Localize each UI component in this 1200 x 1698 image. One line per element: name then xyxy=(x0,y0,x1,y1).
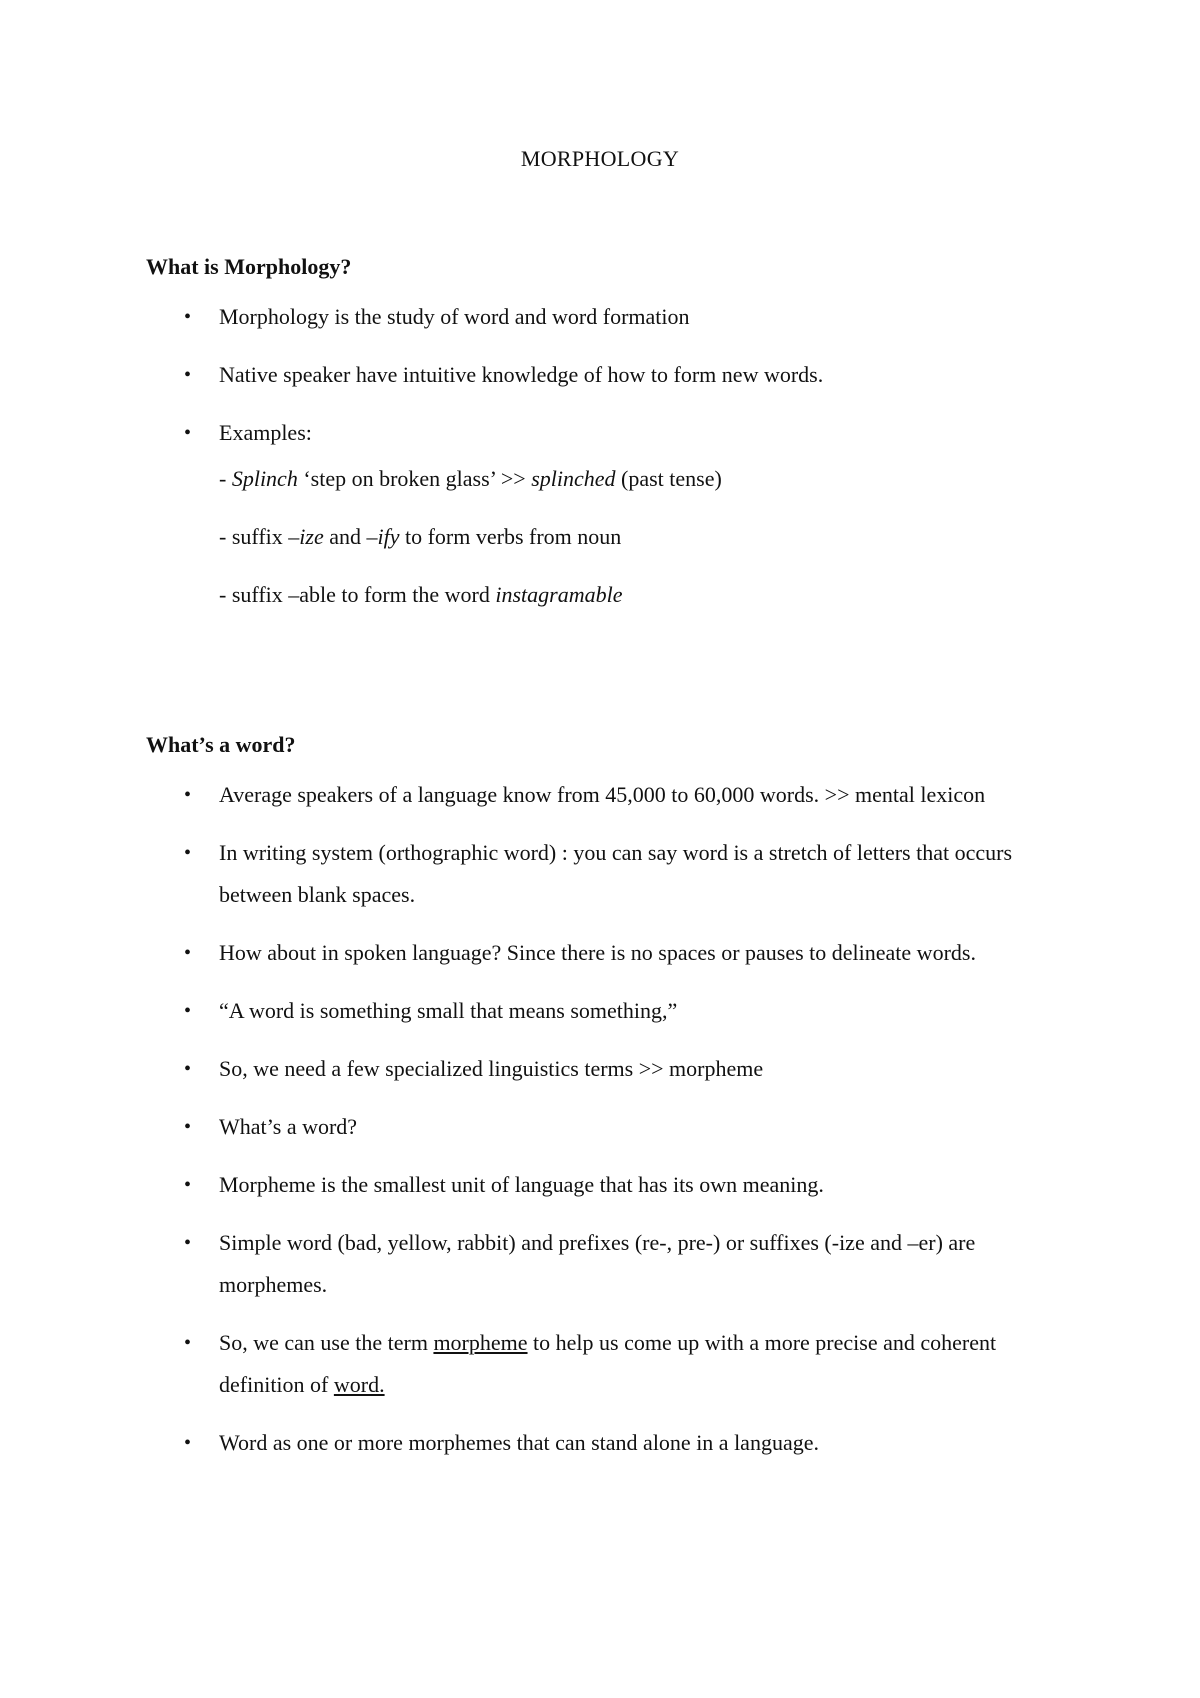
examples-list xyxy=(219,458,1069,632)
list-item-text: What’s a word? xyxy=(219,1114,358,1139)
example-term: Splinch xyxy=(231,466,298,491)
example-rest: to form verbs from noun xyxy=(399,524,622,549)
list-item-text: So, we need a few specialized linguistics terms >> morpheme xyxy=(219,1056,764,1081)
list-item-text xyxy=(219,1330,996,1397)
word-bullet-list xyxy=(146,774,1066,1480)
list-item-text: Examples: xyxy=(219,420,312,445)
underlined-term-morpheme: morpheme xyxy=(433,1330,528,1355)
bullet-icon: • xyxy=(184,784,192,806)
bullet-icon: • xyxy=(184,1116,192,1138)
text-part: to help us come up with a more precise and coherent definition of xyxy=(219,1330,997,1397)
example-prefix: - suffix xyxy=(219,524,289,549)
bullet-icon: • xyxy=(184,364,192,386)
list-item xyxy=(146,1322,1066,1406)
list-item-text: “A word is something small that means something,” xyxy=(219,998,678,1023)
example-gloss: ‘step on broken glass’ >> xyxy=(297,466,532,491)
list-item xyxy=(146,1164,1066,1206)
list-item xyxy=(146,1222,1066,1306)
example-word: instagramable xyxy=(495,582,623,607)
example-dash: - xyxy=(219,466,232,491)
example-suffix-ify: –ify xyxy=(366,524,400,549)
bullet-icon: • xyxy=(184,942,192,964)
list-item xyxy=(146,932,1066,974)
list-item-text: Morpheme is the smallest unit of language that has its own meaning. xyxy=(219,1172,824,1197)
list-item xyxy=(146,296,1066,338)
bullet-icon: • xyxy=(184,1432,192,1454)
list-item-text: How about in spoken language? Since there is no spaces or pauses to delineate words. xyxy=(219,940,976,965)
list-item xyxy=(146,1422,1066,1464)
list-item xyxy=(146,412,1066,454)
list-item-text: Word as one or more morphemes that can stand alone in a language. xyxy=(219,1430,819,1455)
bullet-icon: • xyxy=(184,1058,192,1080)
list-item-text: In writing system (orthographic word) : you can say word is a stretch of letters that occurs between blank spaces. xyxy=(219,840,1013,907)
morphology-bullet-list xyxy=(146,296,1066,470)
list-item-text: Morphology is the study of word and word formation xyxy=(219,304,690,329)
page-title: MORPHOLOGY xyxy=(520,146,680,171)
section-heading-whats-a-word: What’s a word? xyxy=(146,732,296,757)
bullet-icon: • xyxy=(184,842,192,864)
list-item xyxy=(146,774,1066,816)
example-prefix: - suffix –able to form the word xyxy=(219,582,496,607)
section-heading-what-is-morphology: What is Morphology? xyxy=(146,254,352,279)
list-item xyxy=(146,832,1066,916)
bullet-icon: • xyxy=(184,422,192,444)
bullet-icon: • xyxy=(184,1232,192,1254)
list-item xyxy=(146,354,1066,396)
example-derived: splinched xyxy=(531,466,616,491)
example-suffix-ize: –ize xyxy=(288,524,324,549)
list-item xyxy=(146,1048,1066,1090)
bullet-icon: • xyxy=(184,1332,192,1354)
underlined-term-word: word. xyxy=(333,1372,385,1397)
example-mid: and xyxy=(323,524,367,549)
example-item-suffix-ize-ify xyxy=(219,516,1069,558)
example-note: (past tense) xyxy=(615,466,722,491)
example-item-suffix-able xyxy=(219,574,1069,616)
list-item-text: Native speaker have intuitive knowledge of how to form new words. xyxy=(219,362,824,387)
text-part: So, we can use the term xyxy=(219,1330,434,1355)
bullet-icon: • xyxy=(184,1174,192,1196)
bullet-icon: • xyxy=(184,306,192,328)
example-item-splinch xyxy=(219,458,1069,500)
list-item xyxy=(146,990,1066,1032)
bullet-icon: • xyxy=(184,1000,192,1022)
list-item-text: Simple word (bad, yellow, rabbit) and prefixes (re-, pre-) or suffixes (-ize and –er) are morphemes. xyxy=(219,1230,976,1297)
list-item-text: Average speakers of a language know from 45,000 to 60,000 words. >> mental lexicon xyxy=(219,782,986,807)
list-item xyxy=(146,1106,1066,1148)
